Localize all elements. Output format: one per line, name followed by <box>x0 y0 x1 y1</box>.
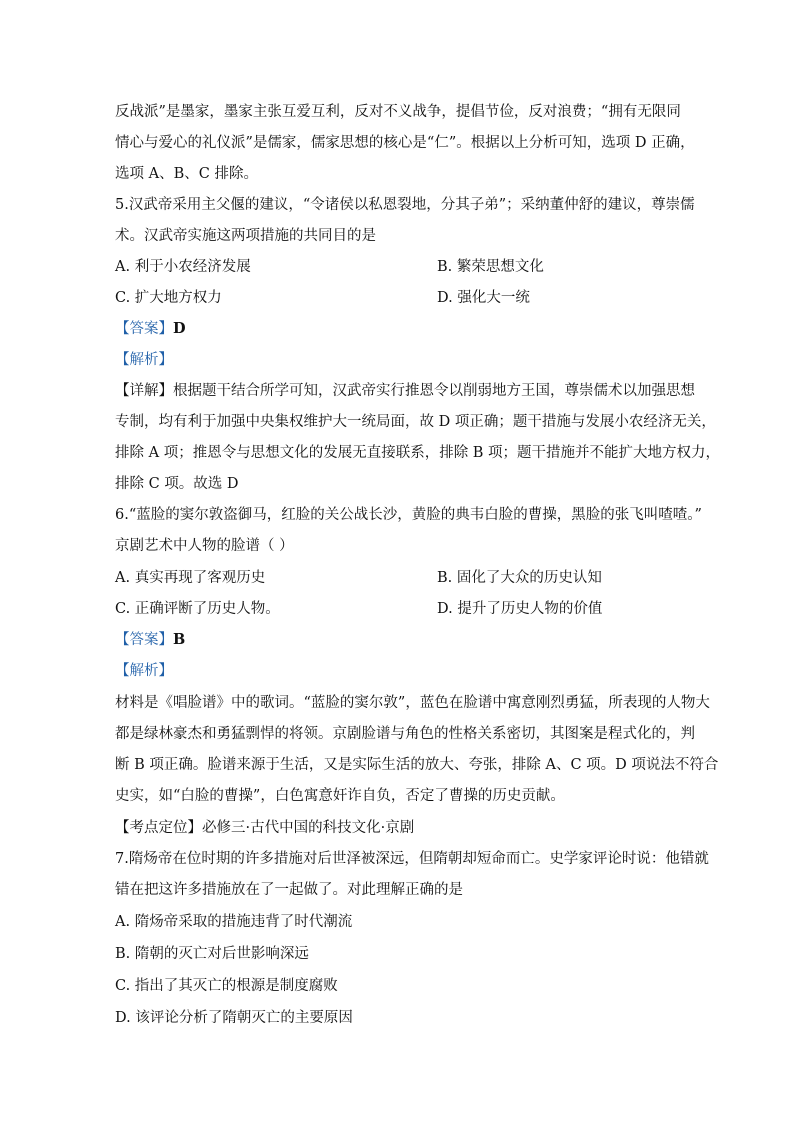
q6-option-b: B. 固化了大众的历史认知 <box>437 570 602 586</box>
q6-knowledge-point-row <box>115 818 414 838</box>
q5-analysis-row <box>115 350 173 370</box>
q6-answer-row <box>115 630 185 650</box>
q6-knowledge-point-text: 必修三·古代中国的科技文化·京剧 <box>202 820 415 836</box>
q5-option-d: D. 强化大一统 <box>437 290 530 306</box>
q6-stem-line-1: 6.“蓝脸的窦尔敦盗御马，红脸的关公战长沙，黄脸的典韦白脸的曹操，黑脸的张飞叫喳喳。” <box>115 507 702 523</box>
q6-analysis-line-3: 断 B 项正确。脸谱来源于生活，又是实际生活的放大、夸张，排除 A、C 项。D 项说法不符合 <box>115 757 719 773</box>
q5-answer-row <box>115 319 186 339</box>
q6-option-c: C. 正确评断了历史人物。 <box>115 601 280 617</box>
q5-stem-line-1: 5.汉武帝采用主父偃的建议，“令诸侯以私恩裂地，分其子弟”；采纳董仲舒的建议，尊崇儒 <box>115 197 695 213</box>
q7-option-c: C. 指出了其灭亡的根源是制度腐败 <box>115 978 338 994</box>
q5-stem-line-2: 术。汉武帝实施这两项措施的共同目的是 <box>115 228 376 244</box>
q5-option-c: C. 扩大地方权力 <box>115 290 222 306</box>
prev-analysis-line-1: 反战派”是墨家，墨家主张互爱互利，反对不义战争，提倡节俭，反对浪费；“拥有无限同 <box>115 104 681 120</box>
q6-analysis-row <box>115 661 173 681</box>
q6-option-d: D. 提升了历史人物的价值 <box>437 601 603 617</box>
q7-option-b: B. 隋朝的灭亡对后世影响深远 <box>115 946 309 962</box>
q5-detail-line-3: 排除 A 项；推恩令与思想文化的发展无直接联系，排除 B 项；题干措施并不能扩大地方权力， <box>115 445 721 461</box>
q6-answer-tag: 【答案】 <box>115 632 173 648</box>
q5-detail-line-2: 专制，均有利于加强中央集权维护大一统局面，故 D 项正确；题干措施与发展小农经济无关， <box>115 414 716 430</box>
q5-option-a: A. 利于小农经济发展 <box>115 259 251 275</box>
q5-detail-text-1: 根据题干结合所学可知，汉武帝实行推恩令以削弱地方王国，尊崇儒术以加强思想 <box>173 383 695 399</box>
q6-analysis-line-2: 都是绿林豪杰和勇猛剽悍的将领。京剧脸谱与角色的性格关系密切，其图案是程式化的，判 <box>115 726 695 742</box>
q5-detail-line-4: 排除 C 项。故选 D <box>115 476 239 492</box>
q5-answer-value: D <box>173 320 186 337</box>
q6-analysis-line-1: 材料是《唱脸谱》中的歌词。“蓝脸的窦尔敦”，蓝色在脸谱中寓意刚烈勇猛，所表现的人物大 <box>115 695 710 711</box>
q7-option-a: A. 隋炀帝采取的措施违背了时代潮流 <box>115 914 353 930</box>
q6-analysis-line-4: 史实，如“白脸的曹操”，白色寓意奸诈自负，否定了曹操的历史贡献。 <box>115 788 565 804</box>
q6-answer-value: B <box>173 631 186 648</box>
q5-detail-line-1 <box>115 381 695 401</box>
q7-stem-line-1: 7.隋炀帝在位时期的许多措施对后世泽被深远，但隋朝却短命而亡。史学家评论时说：他错就 <box>115 851 709 867</box>
q5-option-b: B. 繁荣思想文化 <box>437 259 544 275</box>
prev-analysis-line-3: 选项 A、B、C 排除。 <box>115 166 258 182</box>
q5-analysis-tag: 【解析】 <box>115 352 173 368</box>
q5-detail-tag: 【详解】 <box>115 383 173 399</box>
q5-answer-tag: 【答案】 <box>115 321 173 337</box>
q6-stem-line-2: 京剧艺术中人物的脸谱（ ） <box>115 538 294 554</box>
prev-analysis-line-2: 情心与爱心的礼仪派”是儒家，儒家思想的核心是“仁”。根据以上分析可知，选项 D 正确， <box>115 135 695 151</box>
q6-option-a: A. 真实再现了客观历史 <box>115 570 266 586</box>
q6-knowledge-point-tag: 【考点定位】 <box>115 820 202 836</box>
q7-option-d: D. 该评论分析了隋朝灭亡的主要原因 <box>115 1010 353 1026</box>
q6-analysis-tag: 【解析】 <box>115 663 173 679</box>
q7-stem-line-2: 错在把这许多措施放在了一起做了。对此理解正确的是 <box>115 882 463 898</box>
